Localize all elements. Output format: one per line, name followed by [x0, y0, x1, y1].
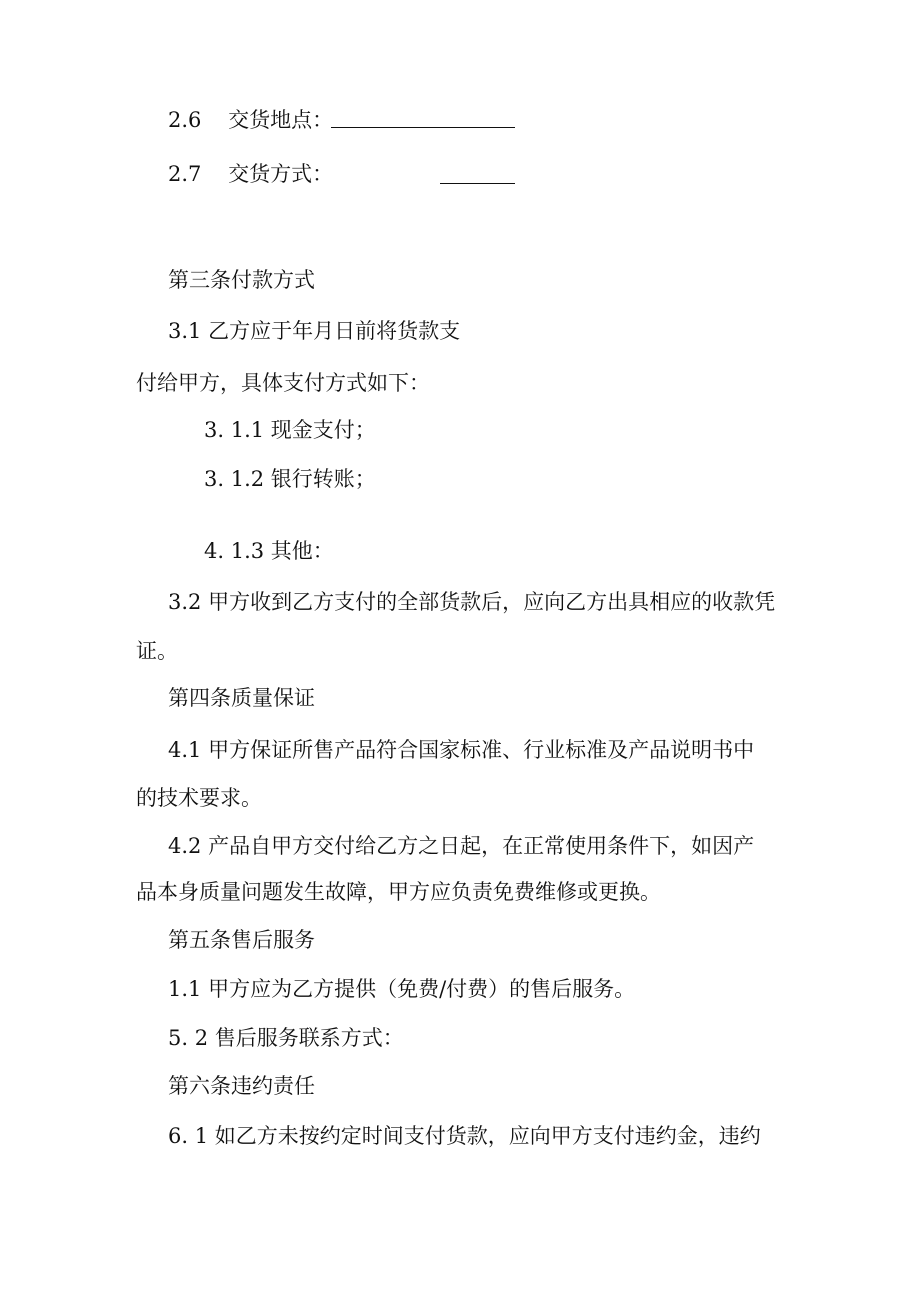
paragraph-6-1: 6. 1 如乙方未按约定时间支付货款，应向甲方支付违约金，违约 — [168, 1124, 761, 1148]
paragraph-4-1-cont: 的技术要求。 — [136, 786, 262, 810]
delivery-place-label: 交货地点： — [228, 108, 334, 132]
article-3-heading: 第三条付款方式 — [168, 268, 315, 292]
clause-number: 2.7 — [168, 162, 202, 186]
delivery-place-line — [168, 106, 333, 134]
article-4-heading: 第四条质量保证 — [168, 686, 315, 710]
list-item-bank: 3. 1.2 银行转账； — [204, 467, 376, 491]
paragraph-5-1: 1.1 甲方应为乙方提供（免费/付费）的售后服务。 — [168, 977, 636, 1001]
delivery-place-blank — [331, 107, 515, 128]
paragraph-4-2-cont: 品本身质量问题发生故障，甲方应负责免费维修或更换。 — [136, 880, 661, 904]
paragraph-5-2: 5. 2 售后服务联系方式： — [168, 1026, 404, 1050]
article-6-heading: 第六条违约责任 — [168, 1074, 315, 1098]
clause-number: 2.6 — [168, 108, 202, 132]
delivery-method-line — [168, 160, 333, 188]
paragraph-4-2: 4.2 产品自甲方交付给乙方之日起，在正常使用条件下，如因产 — [168, 834, 755, 858]
list-item-cash: 3. 1.1 现金支付； — [204, 418, 376, 442]
paragraph-3-2: 3.2 甲方收到乙方支付的全部货款后，应向乙方出具相应的收款凭 — [168, 590, 776, 614]
delivery-method-blank — [440, 163, 515, 184]
paragraph-4-1: 4.1 甲方保证所售产品符合国家标准、行业标准及产品说明书中 — [168, 738, 755, 762]
delivery-method-label: 交货方式： — [228, 162, 334, 186]
paragraph-3-1: 3.1 乙方应于年月日前将货款支 — [168, 319, 461, 343]
list-item-other: 4. 1.3 其他： — [204, 539, 334, 563]
article-5-heading: 第五条售后服务 — [168, 928, 315, 952]
paragraph-3-2-cont: 证。 — [136, 639, 178, 663]
paragraph-3-1-cont: 付给甲方，具体支付方式如下： — [136, 371, 430, 395]
